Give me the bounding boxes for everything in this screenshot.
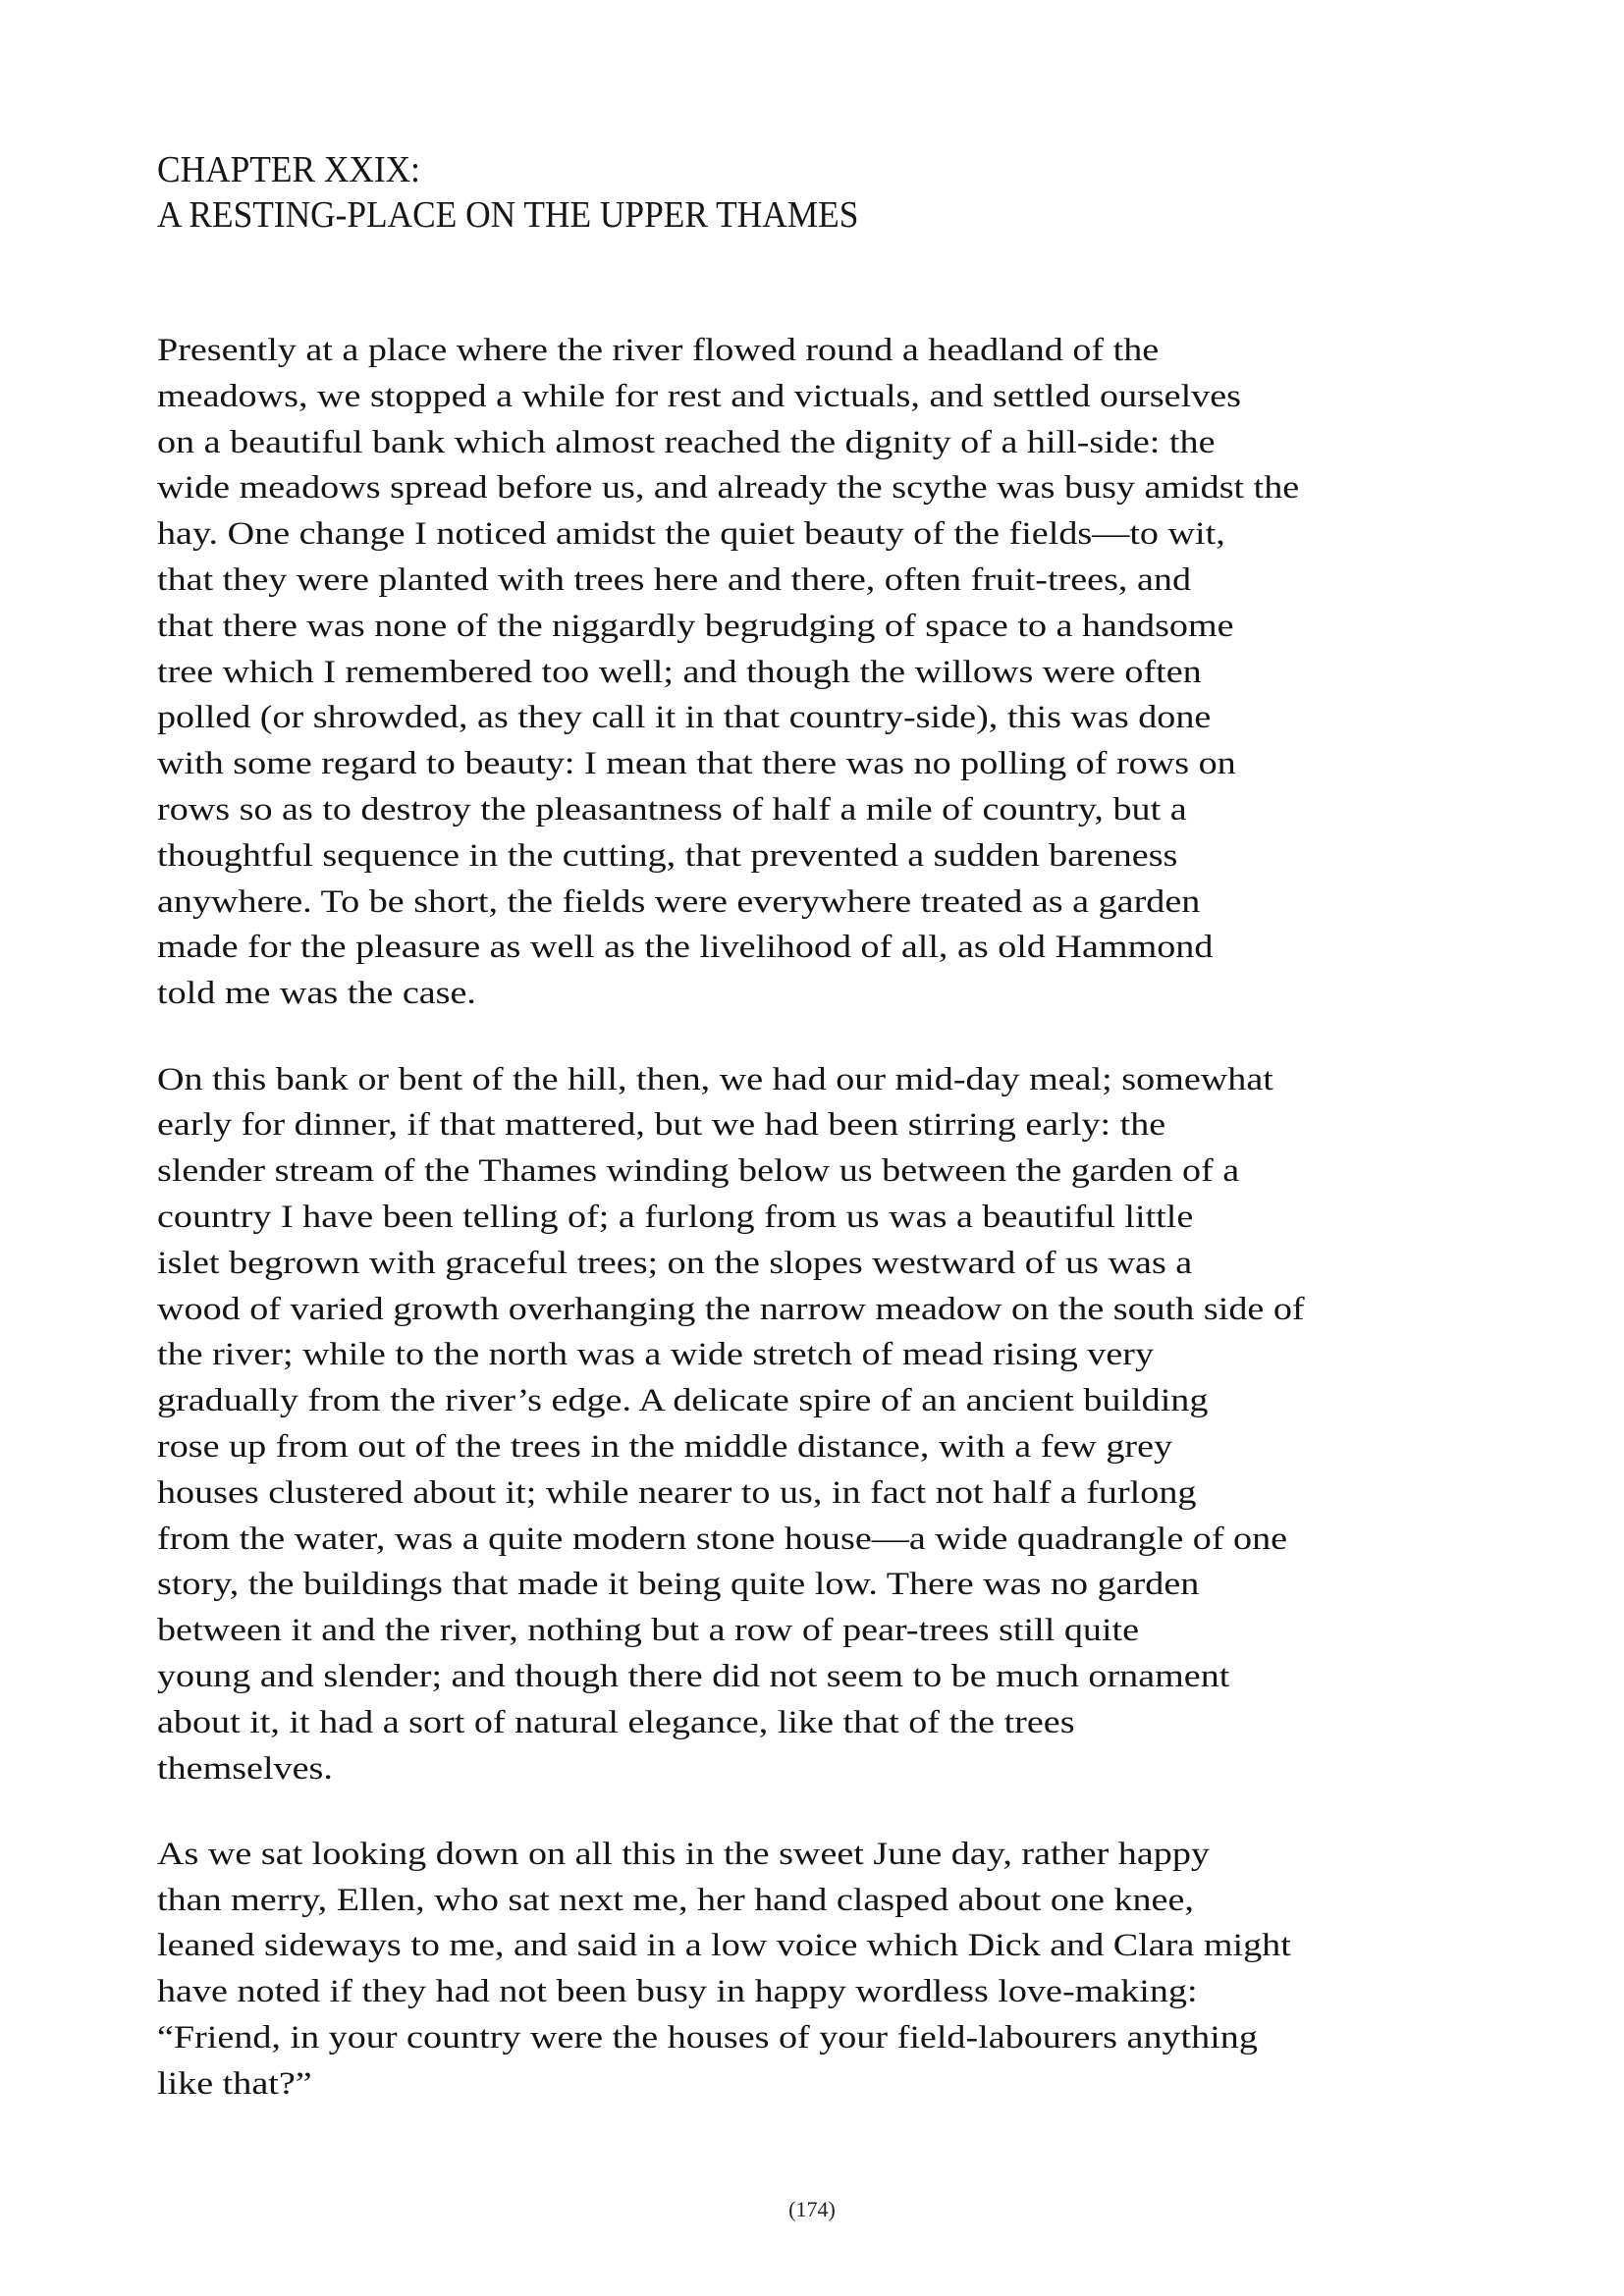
text-line: leaned sideways to me, and said in a low voice which Dick and Clara might xyxy=(157,1928,1291,1964)
paragraph-2 xyxy=(157,1057,1463,1792)
chapter-heading xyxy=(157,147,911,238)
text-line: As we sat looking down on all this in the sweet June day, rather happy xyxy=(157,1836,1210,1872)
paragraph-3 xyxy=(157,1832,1463,2108)
chapter-number: CHAPTER XXIX: xyxy=(157,149,421,190)
text-line: tree which I remembered too well; and though the willows were often xyxy=(157,654,1202,690)
text-line: told me was the case. xyxy=(157,976,476,1012)
text-line: anywhere. To be short, the fields were everywhere treated as a garden xyxy=(157,883,1201,920)
text-line: rows so as to destroy the pleasantness of half a mile of country, but a xyxy=(157,791,1187,828)
text-line: slender stream of the Thames winding below us between the garden of a xyxy=(157,1153,1240,1190)
text-line: about it, it had a sort of natural elegance, like that of the trees xyxy=(157,1704,1075,1740)
text-line: rose up from out of the trees in the middle distance, with a few grey xyxy=(157,1428,1173,1465)
text-line: meadows, we stopped a while for rest and victuals, and settled ourselves xyxy=(157,378,1241,414)
chapter-body xyxy=(157,328,1463,2147)
text-line: early for dinner, if that mattered, but we had been stirring early: the xyxy=(157,1107,1166,1144)
text-line: have noted if they had not been busy in happy wordless love-making: xyxy=(157,1974,1198,2010)
text-line: islet begrown with graceful trees; on the slopes westward of us was a xyxy=(157,1245,1193,1281)
text-line: young and slender; and though there did not seem to be much ornament xyxy=(157,1658,1230,1694)
text-line: on a beautiful bank which almost reached the dignity of a hill-side: the xyxy=(157,424,1216,460)
text-line: the river; while to the north was a wide stretch of mead rising very xyxy=(157,1337,1155,1373)
text-line: “Friend, in your country were the houses of your field-labourers anything xyxy=(157,2020,1258,2056)
text-line: with some regard to beauty: I mean that there was no polling of rows on xyxy=(157,746,1236,782)
text-line: country I have been telling of; a furlong from us was a beautiful little xyxy=(157,1199,1194,1235)
text-line: that there was none of the niggardly begrudging of space to a handsome xyxy=(157,608,1234,644)
text-line: wide meadows spread before us, and already the scythe was busy amidst the xyxy=(157,470,1300,507)
paragraph-1 xyxy=(157,328,1463,1017)
text-line: gradually from the river’s edge. A delicate spire of an ancient building xyxy=(157,1383,1209,1419)
text-line: polled (or shrowded, as they call it in that country-side), this was done xyxy=(157,700,1212,736)
text-line: On this bank or bent of the hill, then, we had our mid-day meal; somewhat xyxy=(157,1061,1273,1097)
text-line: themselves. xyxy=(157,1750,333,1787)
text-line: made for the pleasure as well as the livelihood of all, as old Hammond xyxy=(157,930,1214,966)
text-line: than merry, Ellen, who sat next me, her hand clasped about one knee, xyxy=(157,1882,1194,1918)
text-line: like that?” xyxy=(157,2065,312,2102)
text-line: Presently at a place where the river flowed round a headland of the xyxy=(157,333,1160,368)
chapter-title: A RESTING-PLACE ON THE UPPER THAMES xyxy=(157,194,859,236)
text-line: houses clustered about it; while nearer to us, in fact not half a furlong xyxy=(157,1474,1197,1511)
text-line: wood of varied growth overhanging the narrow meadow on the south side of xyxy=(157,1291,1305,1327)
text-line: from the water, was a quite modern stone house—a wide quadrangle of one xyxy=(157,1521,1288,1557)
text-line: that they were planted with trees here and there, often fruit-trees, and xyxy=(157,561,1192,598)
text-line: story, the buildings that made it being quite low. There was no garden xyxy=(157,1567,1200,1603)
text-line: thoughtful sequence in the cutting, that prevented a sudden bareness xyxy=(157,837,1178,874)
text-line: hay. One change I noticed amidst the quiet beauty of the fields—to wit, xyxy=(157,516,1225,553)
text-line: between it and the river, nothing but a row of pear-trees still quite xyxy=(157,1613,1140,1649)
page-number: (174) xyxy=(788,2197,836,2221)
